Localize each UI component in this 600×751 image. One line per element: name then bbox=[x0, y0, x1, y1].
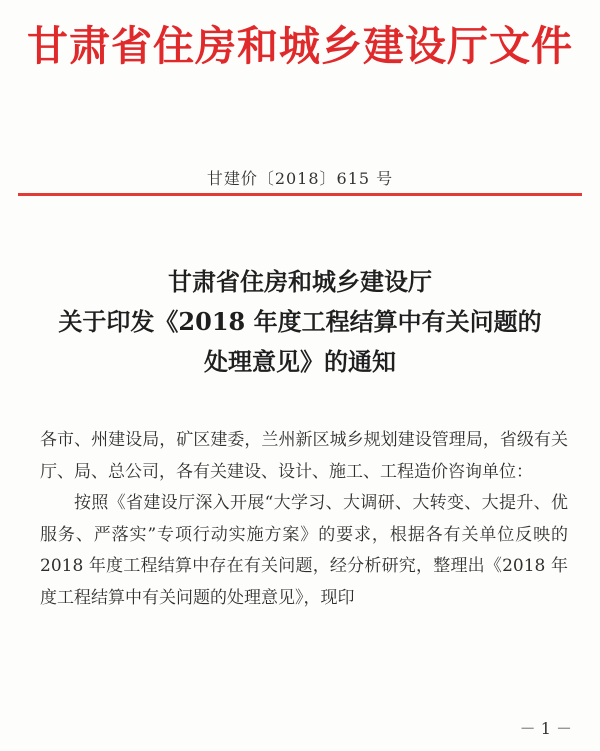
red-divider-line bbox=[18, 193, 582, 196]
notice-body bbox=[40, 425, 568, 614]
notice-title-line-2: 关于印发《2018 年度工程结算中有关问题的 bbox=[58, 307, 542, 336]
addressee-list: 各市、州建设局，矿区建委，兰州新区城乡规划建设管理局，省级有关厅、局、总公司，各有关建设、设计、施工、工程造价咨询单位： bbox=[40, 430, 568, 482]
notice-title-line-3: 处理意见》的通知 bbox=[204, 347, 396, 376]
notice-title-line-1: 甘肃省住房和城乡建设厅 bbox=[168, 267, 432, 296]
body-paragraph: 按照《省建设厅深入开展“大学习、大调研、大转变、大提升、优服务、严落实”专项行动实施方案》的要求，根据各有关单位反映的 2018 年度工程结算中存在有关问题，经分析研究，整理出《2018 年度工程结算中有关问题的处理意见》，现印 bbox=[40, 493, 568, 608]
notice-title bbox=[0, 262, 600, 382]
page-number: － 1 － bbox=[519, 719, 572, 738]
issuing-authority-header: 甘肃省住房和城乡建设厅文件 bbox=[27, 22, 573, 70]
document-number: 甘建价〔2018〕615 号 bbox=[206, 169, 394, 188]
